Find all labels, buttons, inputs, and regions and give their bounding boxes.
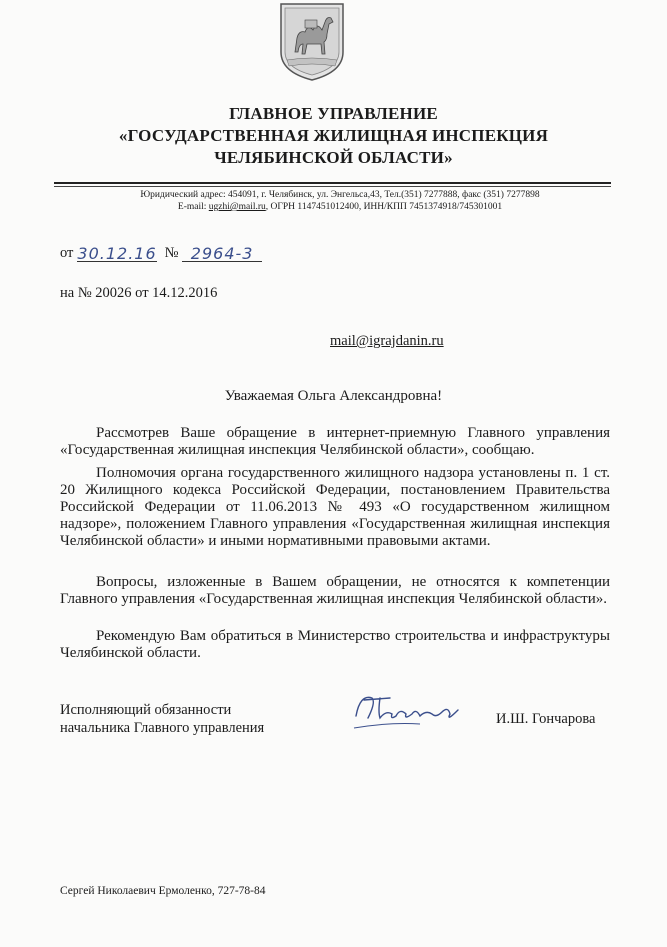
- body-paragraph-4: Рекомендую Вам обратиться в Министерство строительства и инфраструктуры Челябинской области.: [60, 628, 610, 661]
- registration-numbers: , ОГРН 1147451012400, ИНН/КПП 7451374918/745301001: [265, 202, 503, 212]
- signatory-name: И.Ш. Гончарова: [496, 711, 596, 727]
- recipient-email[interactable]: mail@igrajdanin.ru: [330, 333, 444, 349]
- coat-of-arms-emblem: [277, 0, 347, 82]
- signatory-position-line2: начальника Главного управления: [60, 720, 265, 736]
- email-link[interactable]: ugzhi@mail.ru: [208, 202, 266, 212]
- date-number-line: [60, 244, 262, 262]
- handwritten-number: 2964-3: [190, 244, 254, 263]
- handwritten-date: 30.12.16: [77, 244, 157, 263]
- greeting: Уважаемая Ольга Александровна!: [224, 388, 443, 404]
- contact-line: [60, 202, 620, 213]
- email-prefix: E-mail:: [177, 202, 209, 212]
- signatory-position-line1: Исполняющий обязанности: [60, 702, 232, 718]
- legal-address: Юридический адрес: 454091, г. Челябинск, ул. Энгельса,43, Тел.(351) 7277888, факс (351) 7277898: [140, 190, 540, 200]
- number-field: [182, 244, 262, 262]
- org-title-line3: ЧЕЛЯБИНСКОЙ ОБЛАСТИ»: [214, 148, 453, 167]
- body-paragraph-2: Полномочия органа государственного жилищного надзора установлены п. 1 ст. 20 Жилищного кодекса Российской Федерации, постановлением Правительства Российской Федерации от 11.06.2013 № 493 «О государственном жилищном надзоре», положением Главного управления «Государственная жилищная инспекция Челябинской области» и иными нормативными правовыми актами.: [60, 465, 610, 549]
- body-paragraph-1: Рассмотрев Ваше обращение в интернет-приемную Главного управления «Государственная жилищная инспекция Челябинской области», сообщаю.: [60, 425, 610, 458]
- executor-contact: Сергей Николаевич Ермоленко, 727-78-84: [60, 885, 266, 897]
- from-label: от: [60, 245, 74, 261]
- org-title-line2: «ГОСУДАРСТВЕННАЯ ЖИЛИЩНАЯ ИНСПЕКЦИЯ: [118, 126, 549, 145]
- body-paragraph-3: Вопросы, изложенные в Вашем обращении, не относятся к компетенции Главного управления «Государственная жилищная инспекция Челябинской области».: [60, 574, 610, 607]
- date-field: [77, 244, 157, 262]
- header-divider-thin: [54, 186, 611, 187]
- number-label: №: [164, 245, 179, 261]
- handwritten-signature: [350, 688, 470, 736]
- org-title-line1: ГЛАВНОЕ УПРАВЛЕНИЕ: [229, 104, 438, 123]
- header-divider-thick: [54, 182, 611, 184]
- reply-reference: на № 20026 от 14.12.2016: [60, 285, 218, 301]
